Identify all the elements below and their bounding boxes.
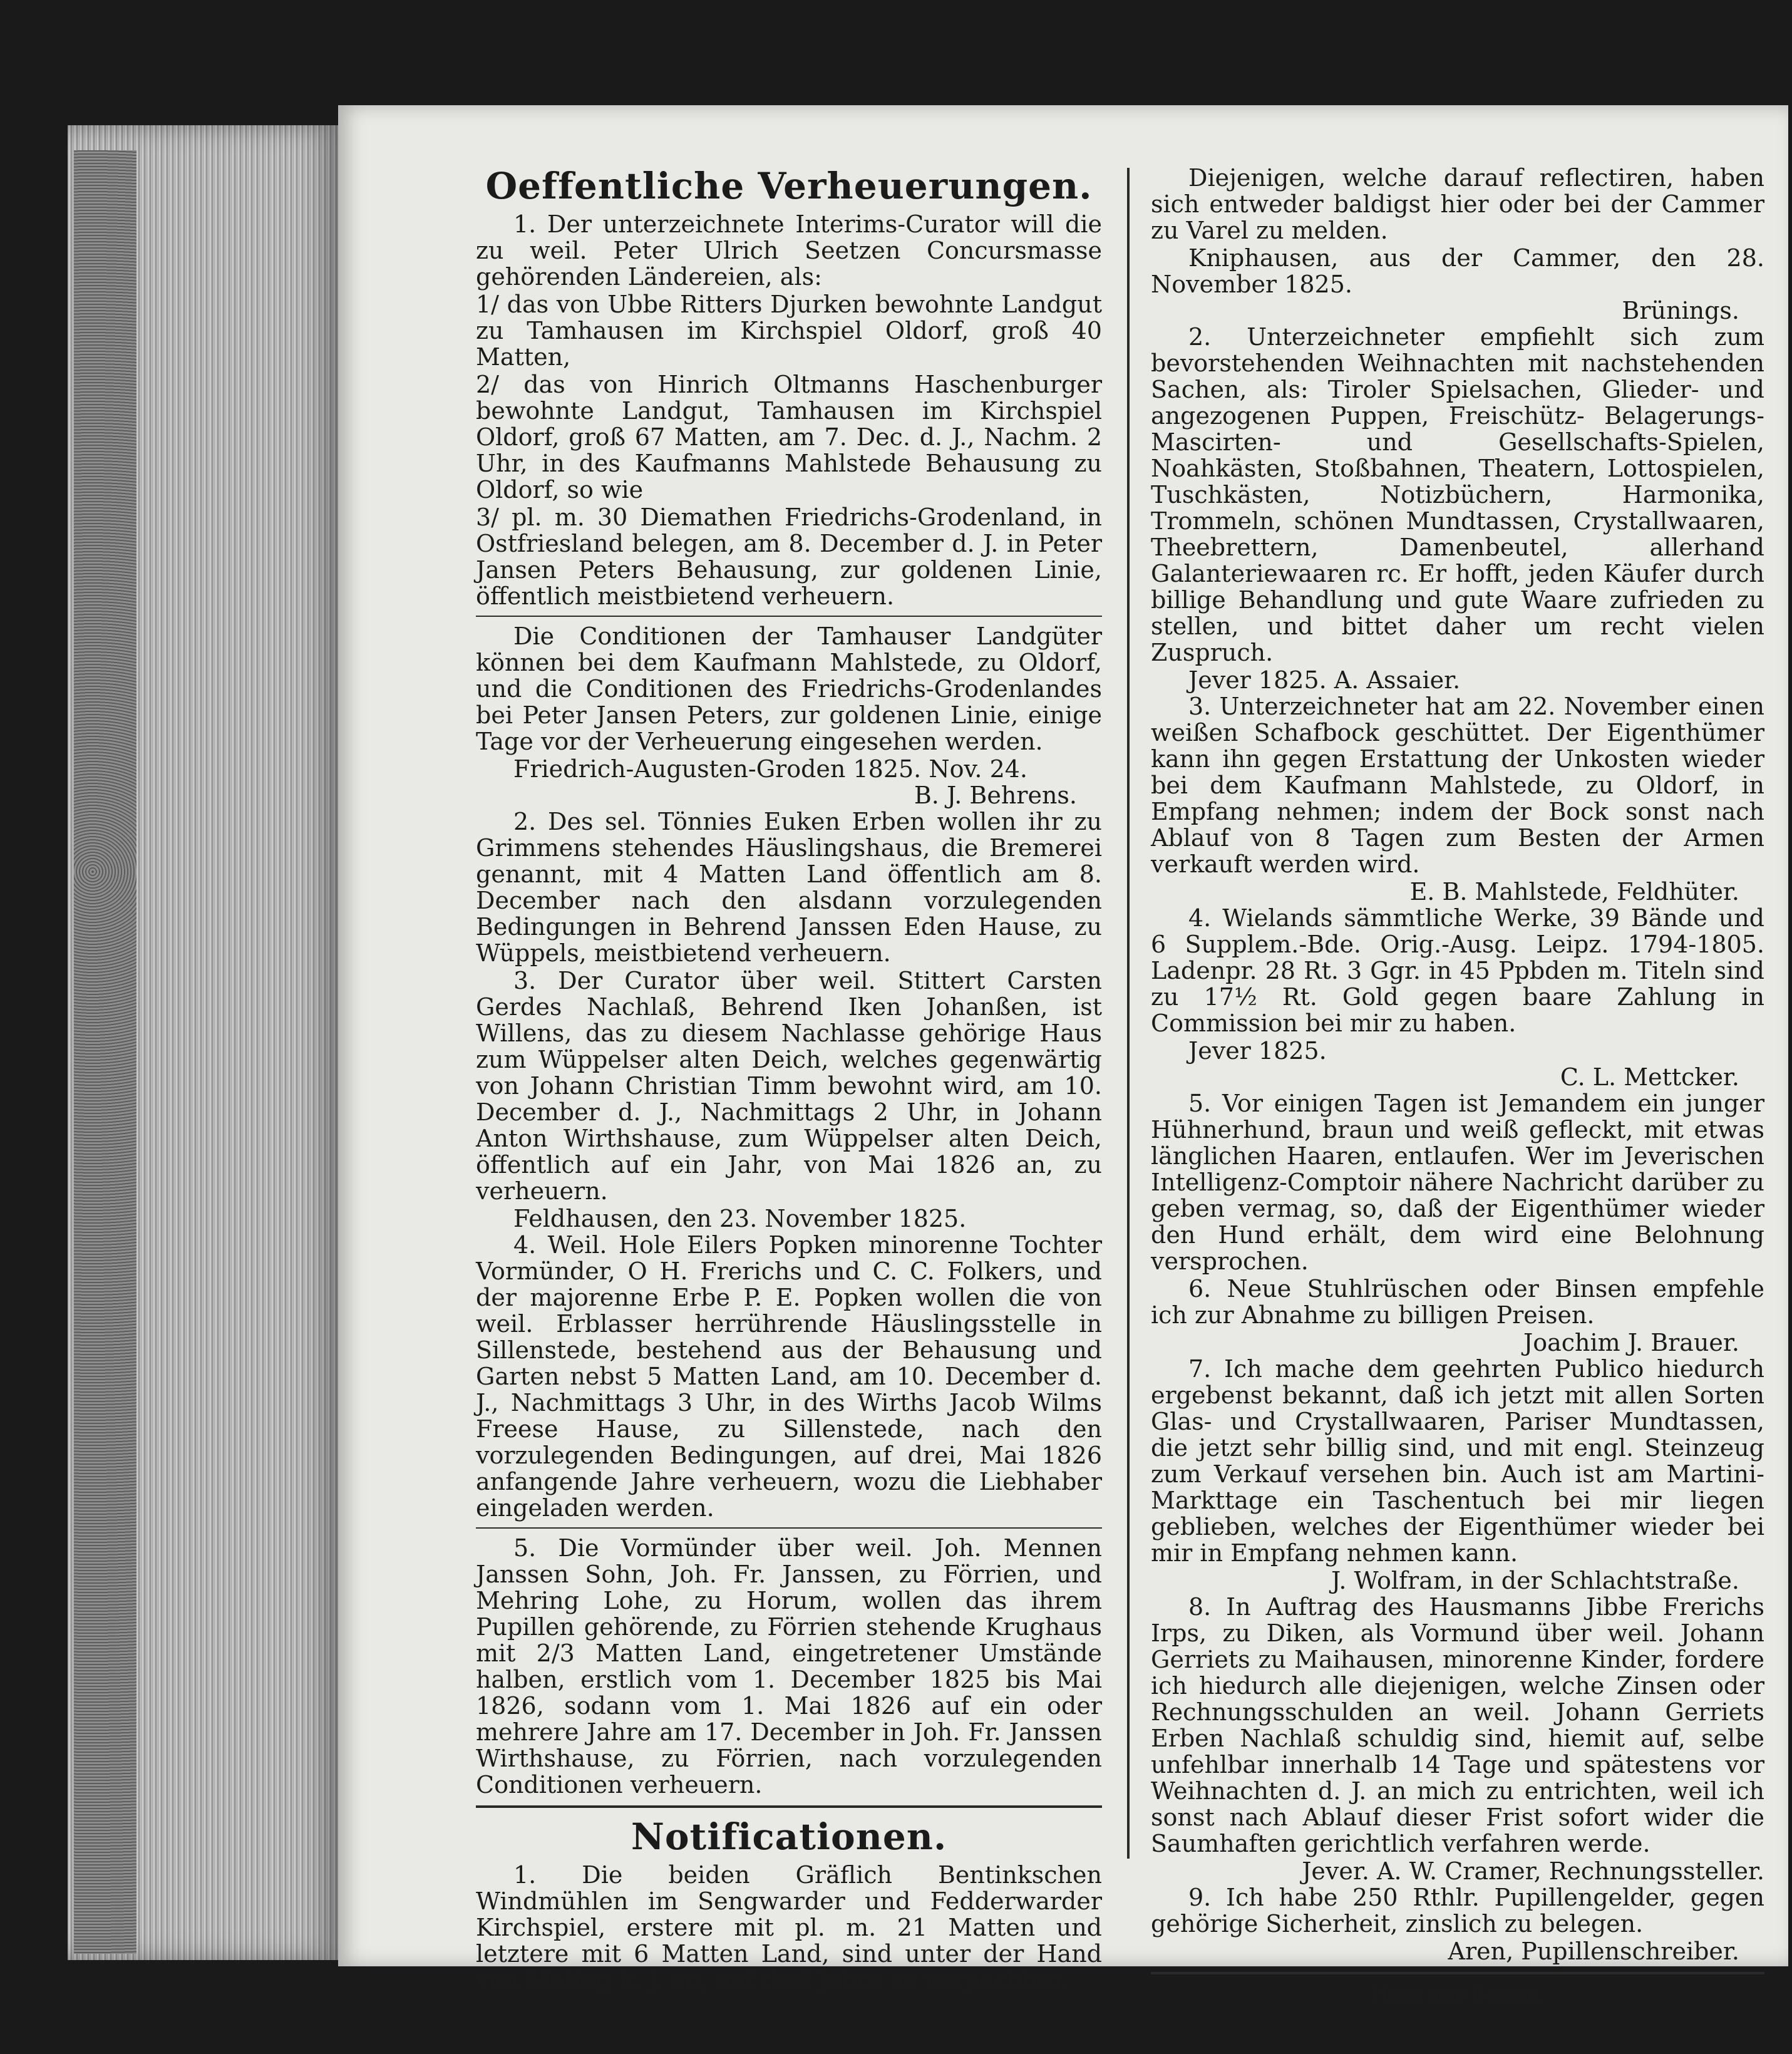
entry-1-item-b: 2/ das von Hinrich Oltmanns Haschenburger bewohnte Landgut, Tamhausen im Kirchspiel Oldorf, groß 67 Matten, am 7. Dec. d. J., Nachm. 2 Uhr, in des Kaufmanns Mahlstede Behausung zu Oldorf, so wie [476,371,1102,503]
entry-3: 3. Der Curator über weil. Stittert Carsten Gerdes Nachlaß, Behrend Iken Johanßen, ist Willens, das zu diesem Nachlasse gehörige Haus zum Wüppelser alten Deich, welches gegenwärtig von Johann Christian Timm bewohnt wird, am 10. December d. J., Nachmittags 2 Uhr, in Johann Anton Wirthshause, zum Wüppelser alten Deich, öffentlich auf ein Jahr, von Mai 1826 an, zu verheuern. [476,967,1102,1205]
notification-8-signature: Jever. A. W. Cramer, Rechnungssteller. [1302,1857,1764,1885]
notification-3-signature: E. B. Mahlstede, Feldhüter. [1409,878,1739,906]
notification-1-place-date: Kniphausen, aus der Cammer, den 28. November 1825. [1151,244,1764,298]
notification-1: 1. Die beiden Gräflich Bentinkschen Windmühlen im Sengwarder und Fedderwarder Kirchspiel, erstere mit pl. m. 21 Matten und letztere mit 6 Matten Land, sind unter der Hand von Maitag k. J. an, auf drei Jahre zu verpachten. [476,1861,1102,1994]
heading-verheuerungen: Oeffentliche Verheuerungen. [485,165,1093,207]
entry-1-item-c: 3/ pl. m. 30 Diemathen Friedrichs-Grodenland, in Ostfriesland belegen, am 8. December d. J. in Peter Jansen Peters Behausung, zur goldenen Linie, öffentlich meistbietend verheuern. [476,503,1102,610]
notification-9: 9. Ich habe 250 Rthlr. Pupillengelder, gegen gehörige Sicherheit, zinslich zu belegen. [1151,1884,1764,1938]
heading-notificationen: Notificationen. [631,1815,947,1858]
notification-1-continued: Diejenigen, welche darauf reflectiren, haben sich entweder baldigst hier oder bei der Cammer zu Varel zu melden. [1151,164,1764,244]
newspaper-page [338,105,1788,2005]
entry-1-place-date: Friedrich-Augusten-Groden 1825. Nov. 24. [513,755,1028,783]
notification-5: 5. Vor einigen Tagen ist Jemandem ein junger Hühnerhund, braun und weiß gefleckt, mit etwas länglichen Haaren, entlaufen. Wer im Jeverischen Intelligenz-Comptoir nähere Nachricht darüber zu geben vermag, so, daß der Eigenthümer wieder den Hund erhält, dem wird eine Belohnung versprochen. [1151,1090,1764,1275]
divider [476,1527,1102,1529]
entry-3-place-date: Feldhausen, den 23. November 1825. [513,1205,967,1232]
notification-7: 7. Ich mache dem geehrten Publico hiedurch ergebenst bekannt, daß ich jetzt mit allen Sorten Glas- und Crystallwaaren, Pariser Mundtassen, die jetzt sehr billig sind, und mit engl. Steinzeug zum Verkauf versehen bin. Auch ist am Martini-Markttage ein Taschentuch bei mir liegen geblieben, welches der Eigenthümer wieder bei mir in Empfang nehmen kann. [1151,1355,1764,1567]
right-column [1151,165,1764,2008]
column-divider [1127,168,1130,1859]
notification-2: 2. Unterzeichneter empfiehlt sich zum bevorstehenden Weihnachten mit nachstehenden Sachen, als: Tiroler Spielsachen, Glieder- und angezogenen Puppen, Freischütz- Belagerungs- Mascirten- und Gesellschafts-Spielen, Noahkästen, Stoßbahnen, Theatern, Lottospielen, Tuschkästen, Notizbüchern, Harmonika, Trommeln, schönen Mundtassen, Crystallwaaren, Theebrettern, Damenbeutel, allerhand Galanteriewaaren rc. Er hofft, jeden Käufer durch billige Behandlung und gute Waare zufrieden zu stellen, und bittet daher um recht vielen Zuspruch. [1151,323,1764,666]
notification-1-signature: Brünings. [1622,297,1739,324]
notification-9-signature: Aren, Pupillenschreiber. [1448,1938,1739,1965]
notification-4-signature: C. L. Mettcker. [1560,1063,1739,1091]
entry-2: 2. Des sel. Tönnies Euken Erben wollen ihr zu Grimmens stehendes Häuslingshaus, die Bremerei genannt, mit 4 Matten Land öffentlich am 8. December nach den alsdann vorzulegenden Bedingungen in Behrend Janssen Eden Hause, zu Wüppels, meistbietend verheuern. [476,808,1102,967]
section-rule [1151,1972,1764,1974]
notification-7-signature: J. Wolfram, in der Schlachtstraße. [1331,1567,1739,1594]
entry-1-item-a: 1/ das von Ubbe Ritters Djurken bewohnte Landgut zu Tamhausen im Kirchspiel Oldorf, groß 40 Matten, [476,291,1102,371]
divider [476,616,1102,617]
notification-8: 8. In Auftrag des Hausmanns Jibbe Frerichs Irps, zu Diken, als Vormund über weil. Johann Gerriets zu Maihausen, minorenne Kinder, fordere ich hiedurch alle diejenigen, welche Zinsen oder Rechnungsschulden an weil. Johann Gerriets Erben Nachlaß schuldig sind, hiemit auf, selbe unfehlbar innerhalb 14 Tage und spätestens vor Weihnachten d. J. an mich zu entrichten, weil ich sonst nach Ablauf dieser Frist sofort wider die Saumhaften gerichtlich verfahren werde. [1151,1593,1764,1857]
entry-1-intro: 1. Der unterzeichnete Interims-Curator will die zu weil. Peter Ulrich Seetzen Concursmasse gehörenden Ländereien, als: [476,210,1102,291]
entry-4: 4. Weil. Hole Eilers Popken minorenne Tochter Vormünder, O H. Frerichs und C. C. Folkers, und der majorenne Erbe P. E. Popken wollen die von weil. Erblasser herrührende Häuslingsstelle in Sillenstede, bestehend aus der Behausung und Garten nebst 5 Matten Land, am 10. December d. J., Nachmittags 3 Uhr, in des Wirths Jacob Wilms Freese Hause, zu Sillenstede, nach den vorzulegenden Bedingungen, auf drei, Mai 1826 anfangende Jahre verheuern, wozu die Liebhaber eingeladen werden. [476,1231,1102,1522]
notification-4: 4. Wielands sämmtliche Werke, 39 Bände und 6 Supplem.-Bde. Orig.-Ausg. Leipz. 1794-1805. Ladenpr. 28 Rt. 3 Ggr. in 45 Ppbden m. Titeln sind zu 17½ Rt. Gold gegen baare Zahlung in Commission bei mir zu haben. [1151,904,1764,1037]
book-spine [74,150,136,1954]
entry-1-conditions: Die Conditionen der Tamhauser Landgüter können bei dem Kaufmann Mahlstede, zu Oldorf, und die Conditionen des Friedrichs-Grodenlandes bei Peter Jansen Peters, zur goldenen Linie, einige Tage vor der Verheuerung eingesehen werden. [476,622,1102,755]
footer-note: Hiezu eine Beilage. [1371,1984,1544,2005]
entry-5: 5. Die Vormünder über weil. Joh. Mennen Janssen Sohn, Joh. Fr. Janssen, zu Förrien, und Mehring Lohe, zu Horum, wollen das ihrem Pupillen gehörende, zu Förrien stehende Krughaus mit 2/3 Matten Land, eingetretener Umstände halben, erstlich vom 1. December 1825 bis Mai 1826, sodann vom 1. Mai 1826 auf ein oder mehrere Jahre am 17. December in Joh. Fr. Janssen Wirthshause, zu Förrien, nach vorzulegenden Conditionen verheuern. [476,1534,1102,1799]
notification-3: 3. Unterzeichneter hat am 22. November einen weißen Schafbock geschüttet. Der Eigenthümer kann ihn gegen Erstattung der Unkosten wieder bei dem Kaufmann Mahlstede, zu Oldorf, in Empfang nehmen; indem der Bock sonst nach Ablauf von 8 Tagen zum Besten der Armen verkauft werden wird. [1151,693,1764,878]
notification-6: 6. Neue Stuhlrüschen oder Binsen empfehle ich zur Abnahme zu billigen Preisen. [1151,1275,1764,1329]
section-rule [476,1805,1102,1808]
left-column [476,165,1102,1995]
entry-1-signature: B. J. Behrens. [914,782,1077,809]
notification-4-place: Jever 1825. [1188,1037,1327,1065]
notification-6-signature: Joachim J. Brauer. [1523,1329,1739,1356]
notification-2-signature: Jever 1825. A. Assaier. [1188,666,1461,694]
